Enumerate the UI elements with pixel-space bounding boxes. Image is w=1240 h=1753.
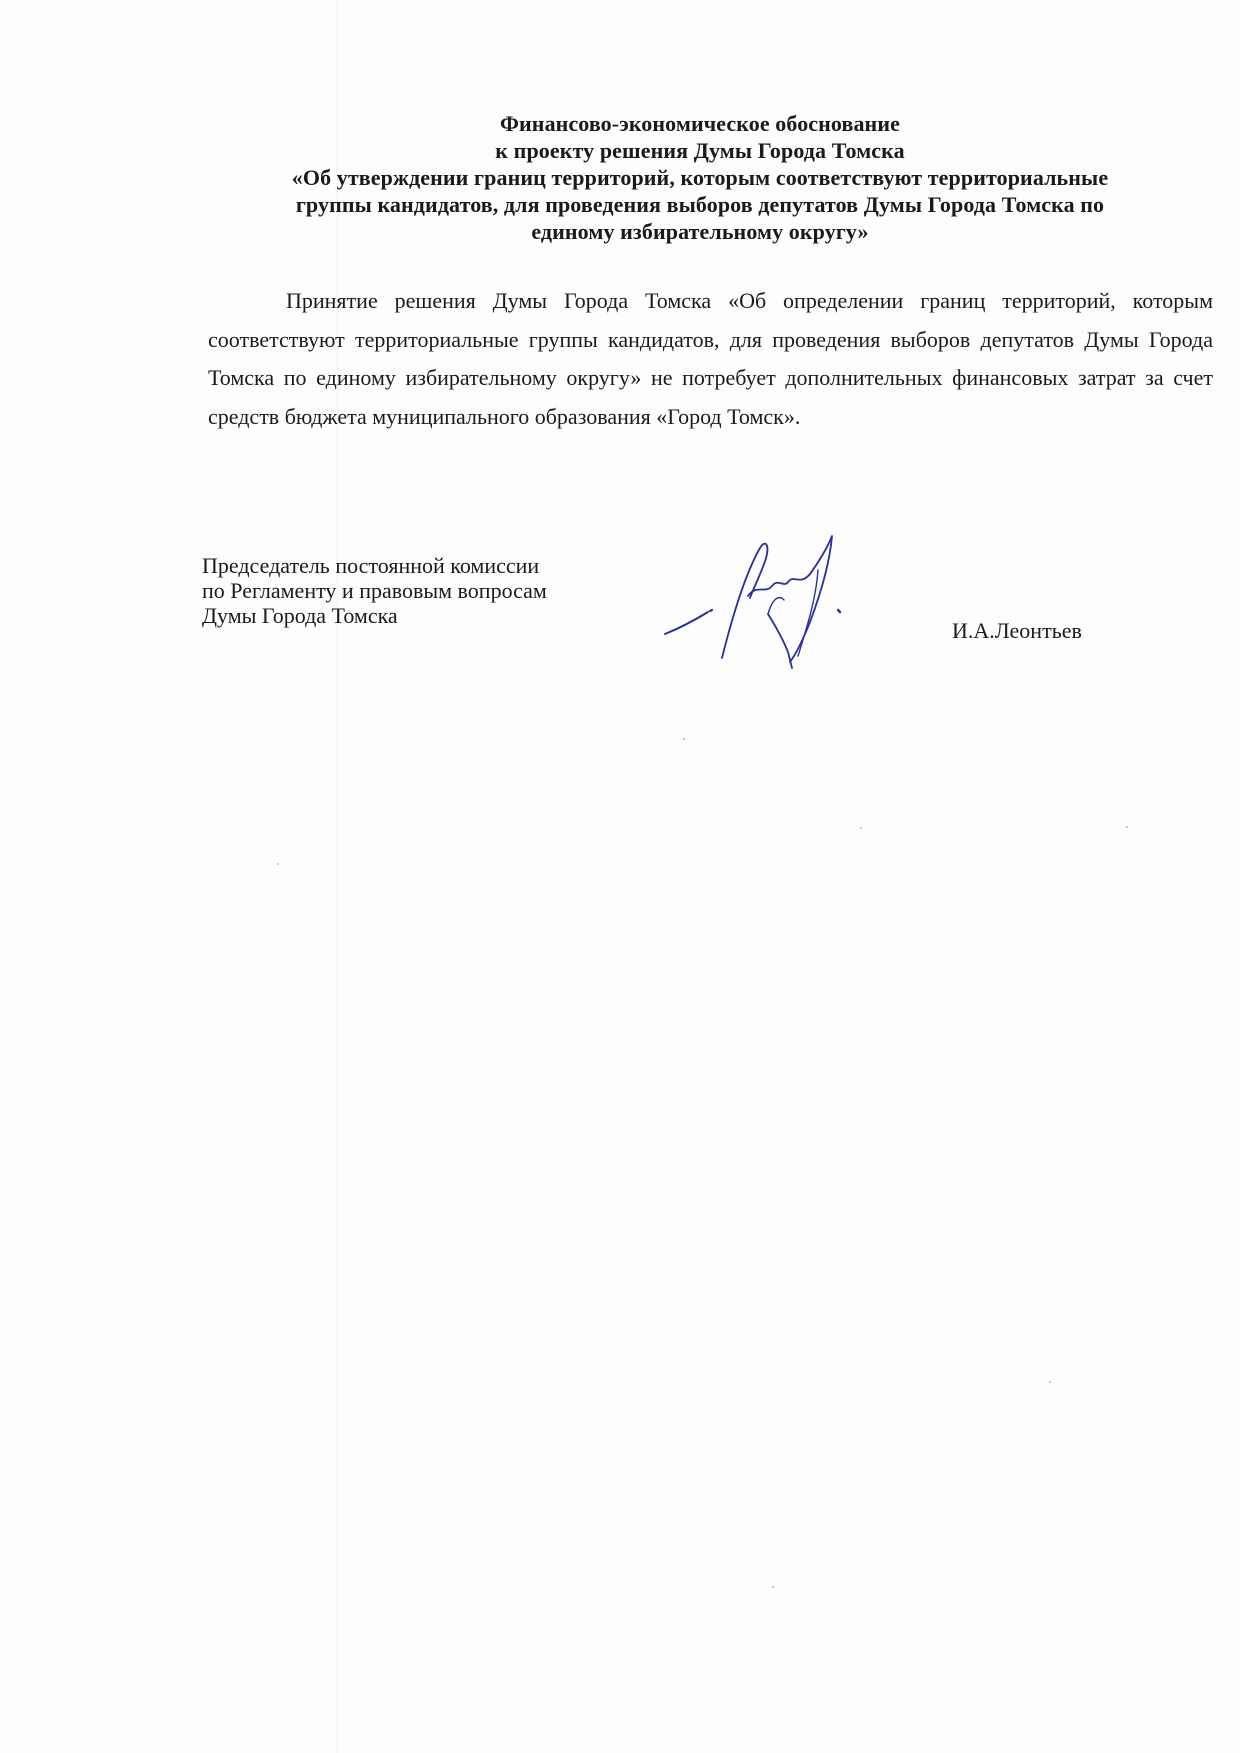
scan-speck	[1049, 1381, 1051, 1383]
title-line-5: единому избирательному округу»	[531, 219, 869, 244]
scan-speck	[1126, 826, 1128, 828]
title-line-3: «Об утверждении границ территорий, которым соответствуют территориальные	[291, 165, 1109, 190]
signer-position-line-2: по Регламенту и правовым вопросам	[202, 578, 547, 603]
scan-speck	[772, 1586, 774, 1588]
scan-speck	[683, 738, 685, 740]
title-line-2: к проекту решения Думы Города Томска	[495, 138, 905, 163]
document-title	[200, 110, 1200, 245]
scan-fold-line	[337, 0, 338, 1753]
signer-name: И.А.Леонтьев	[952, 618, 1082, 643]
signer-position	[202, 553, 547, 628]
signer-position-line-3: Думы Города Томска	[202, 603, 398, 628]
title-line-1: Финансово-экономическое обоснование	[500, 111, 900, 136]
scan-speck	[277, 863, 279, 865]
scan-speck	[860, 827, 862, 829]
body-paragraph: Принятие решения Думы Города Томска «Об определении границ территорий, которым соответствуют территориальные группы кандидатов, для проведения выборов депутатов Думы Города Томска по единому избирательному округу» не потребует дополнительных финансовых затрат за счет средств бюджета муниципального образования «Город Томск».	[208, 288, 1213, 429]
signer-position-line-1: Председатель постоянной комиссии	[202, 553, 540, 578]
title-line-4: группы кандидатов, для проведения выборов депутатов Думы Города Томска по	[295, 192, 1105, 217]
handwritten-signature	[660, 530, 875, 675]
